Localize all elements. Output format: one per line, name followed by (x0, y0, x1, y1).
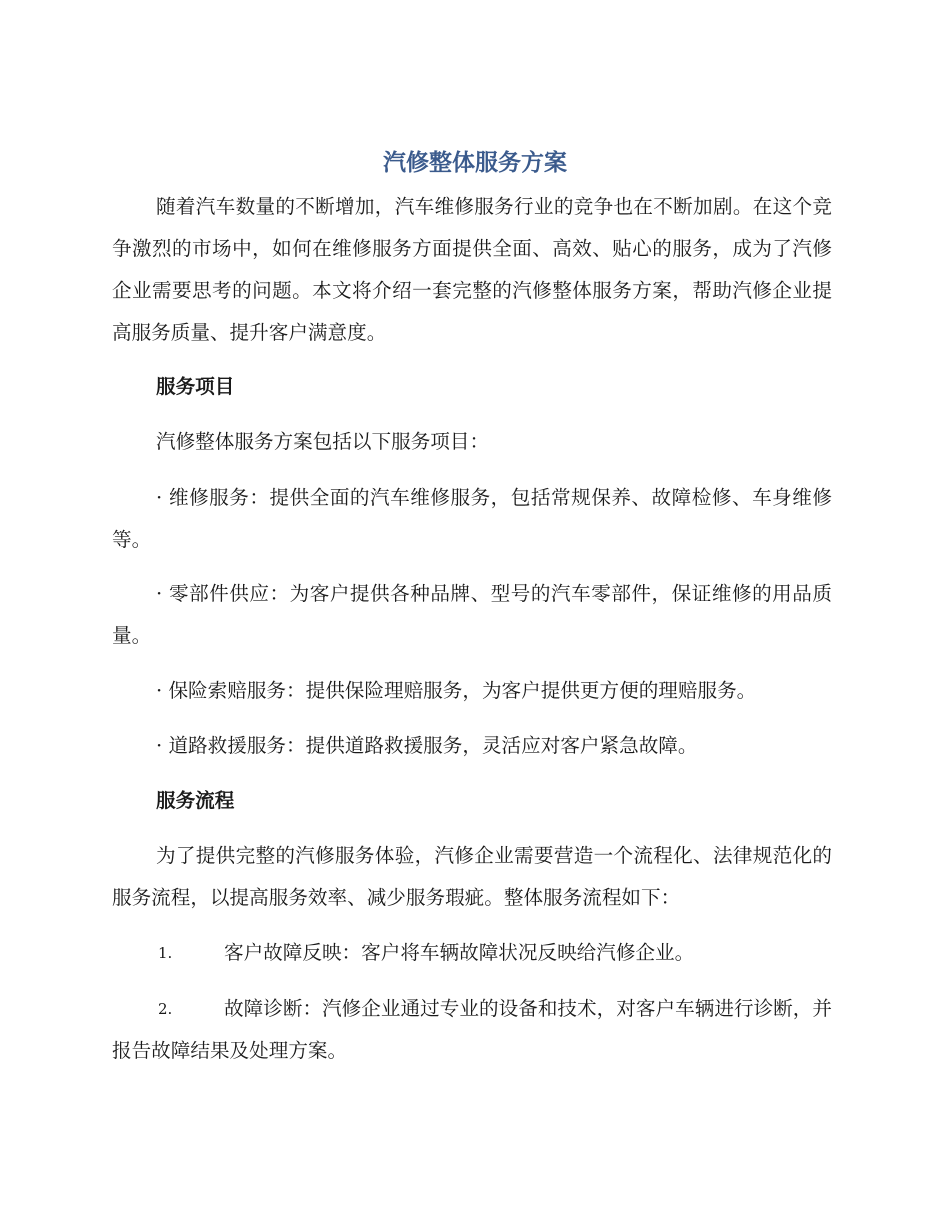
service-process-lead: 为了提供完整的汽修服务体验，汽修企业需要营造一个流程化、法律规范化的服务流程，以提高服务效率、减少服务瑕疵。整体服务流程如下： (112, 844, 832, 909)
service-item-insurance: · 保险索赔服务：提供保险理赔服务，为客户提供更方便的理赔服务。 (156, 679, 757, 702)
service-items-lead: 汽修整体服务方案包括以下服务项目： (156, 430, 490, 453)
step-text: 故障诊断：汽修企业通过专业的设备和技术，对客户车辆进行诊断，并报告故障结果及处理方案。 (112, 997, 832, 1062)
intro-paragraph: 随着汽车数量的不断增加，汽车维修服务行业的竞争也在不断加剧。在这个竞争激烈的市场中，如何在维修服务方面提供全面、高效、贴心的服务，成为了汽修企业需要思考的问题。本文将介绍一套完整的汽修整体服务方案，帮助汽修企业提高服务质量、提升客户满意度。 (112, 195, 832, 344)
step-number: 2. (158, 1000, 173, 1018)
section-heading-service-process: 服务流程 (156, 789, 235, 812)
service-item-parts: · 零部件供应：为客户提供各种品牌、型号的汽车零部件，保证维修的用品质量。 (112, 582, 832, 647)
process-step-2 (112, 988, 832, 1072)
service-item-repair: · 维修服务：提供全面的汽车维修服务，包括常规保养、故障检修、车身维修等。 (112, 486, 832, 551)
service-item-rescue: · 道路救援服务：提供道路救援服务，灵活应对客户紧急故障。 (156, 734, 698, 757)
process-step-1 (112, 932, 832, 974)
document-title: 汽修整体服务方案 (383, 150, 567, 176)
step-text: 客户故障反映：客户将车辆故障状况反映给汽修企业。 (224, 941, 695, 964)
section-heading-service-items: 服务项目 (156, 375, 235, 398)
step-number: 1. (158, 944, 173, 962)
